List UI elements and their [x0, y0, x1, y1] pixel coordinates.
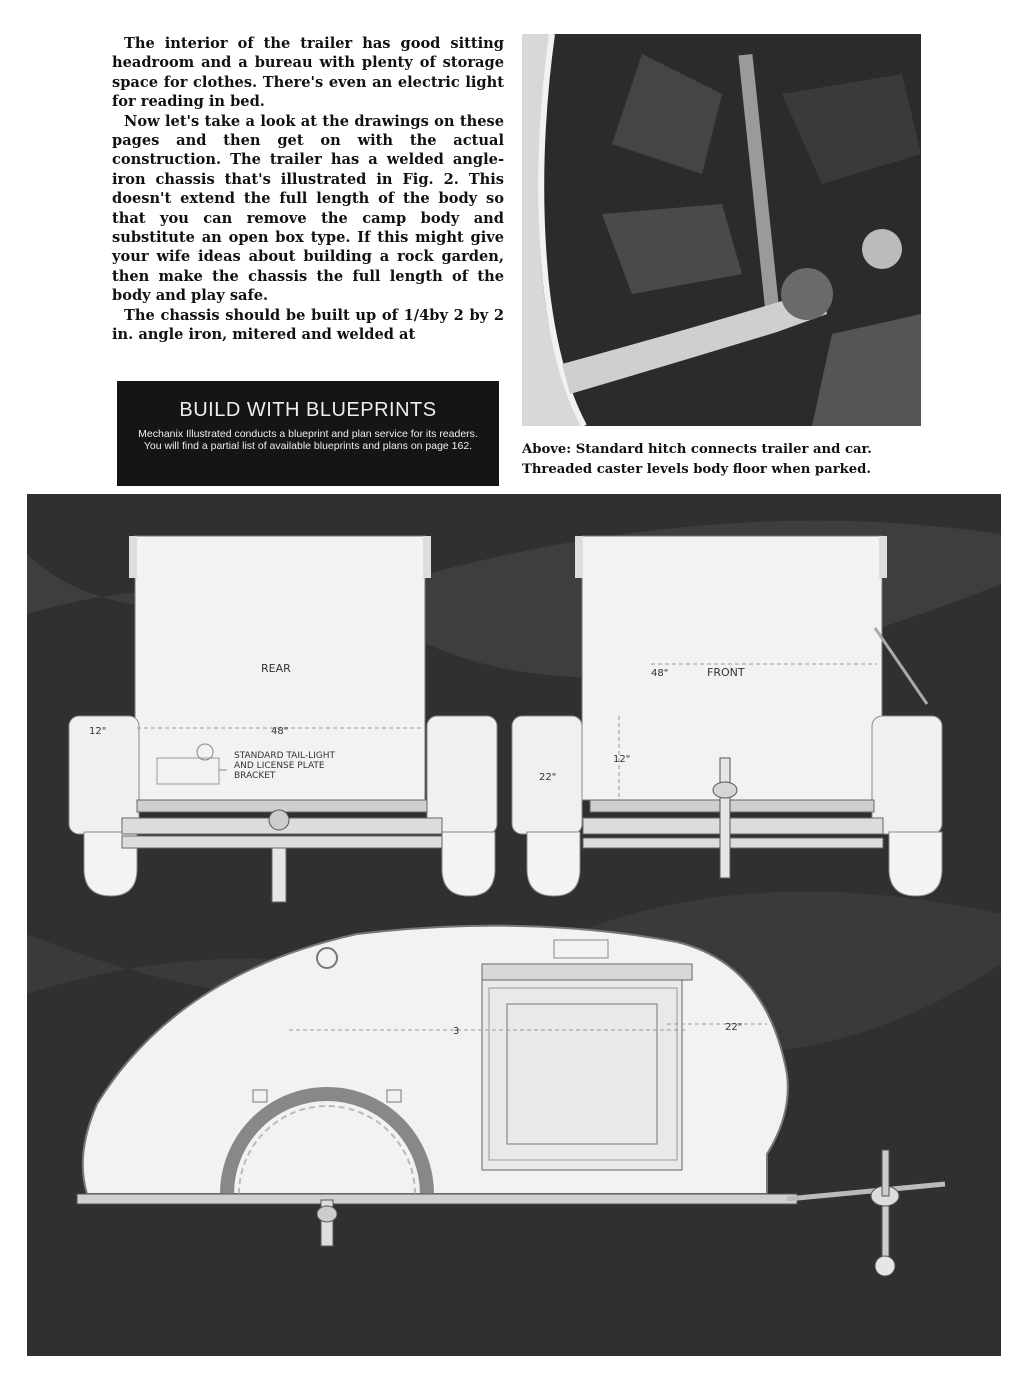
caption-line: Threaded caster levels body floor when parked. [522, 462, 871, 477]
article-paragraph: The chassis should be built up of 1/4by 2 by 2 in. angle iron, mitered and welded at [112, 306, 504, 344]
article-paragraph: Now let's take a look at the drawings on these pages and then get on with the actual construction. The trailer has a welded angle-iron chassis that's illustrated in Fig. 2. This doesn't extend the full length of the body so that you can remove the camp body and substitute an open box type. If this might give your wife ideas about building a rock garden, then make the chassis the full length of the body and play safe. [112, 112, 504, 305]
trailer-drawing [27, 494, 1001, 1356]
fender-width-label: 12" [89, 726, 107, 737]
article-paragraph: The interior of the trailer has good sitting headroom and a bureau with plenty of storage space for clothes. There's even an electric light for reading in bed. [112, 35, 504, 111]
taillight-note: AND LICENSE PLATE [234, 761, 325, 771]
front-label: FRONT [707, 666, 745, 679]
taillight-note: BRACKET [234, 771, 276, 781]
rear-label: REAR [261, 662, 291, 675]
hitch-photo [522, 34, 921, 426]
side-mark-label: 3 [453, 1026, 460, 1037]
caption-line: Above: Standard hitch connects trailer and car. [522, 442, 872, 457]
front-dim-label: 12" [613, 754, 631, 765]
promo-title: BUILD WITH BLUEPRINTS [179, 399, 437, 421]
hitch-photo-image [522, 34, 921, 426]
trailer-drawing-image [27, 494, 1001, 1356]
promo-body: Mechanix Illustrated conducts a blueprint and plan service for its readers. You will find a partial list of available blueprints and plans on page 162. [138, 428, 478, 452]
article-text [112, 34, 504, 345]
photo-caption [522, 440, 924, 480]
blueprint-promo-box [117, 381, 499, 486]
fender-height-label: 22" [539, 772, 557, 783]
front-width-label: 48" [651, 668, 669, 679]
taillight-note: STANDARD TAIL-LIGHT [234, 751, 335, 761]
side-height-label: 22" [725, 1022, 743, 1033]
rear-width-label: 48" [271, 726, 289, 737]
